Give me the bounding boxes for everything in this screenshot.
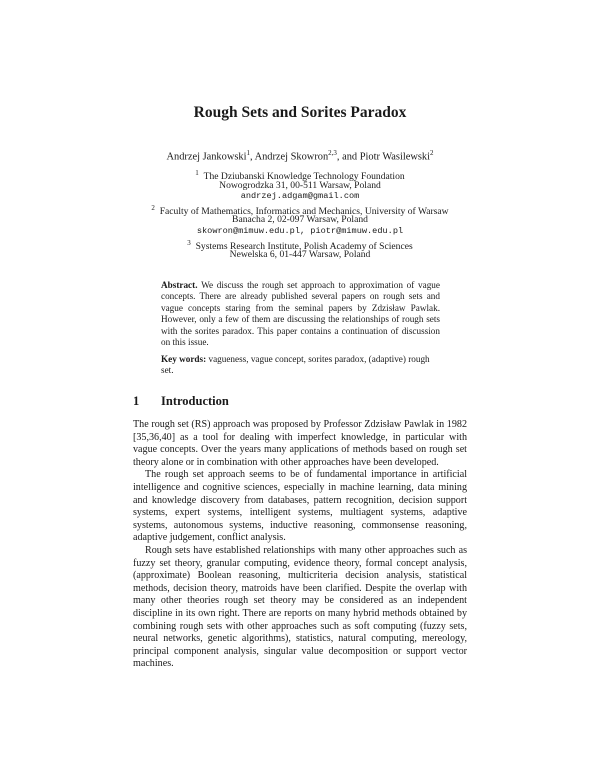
keywords (161, 354, 440, 377)
section-number: 1 (133, 394, 140, 408)
author-name: Andrzej Jankowski (166, 151, 247, 163)
affiliation-number: 1 (195, 169, 199, 177)
affiliation-institution: The Dziubanski Knowledge Technology Foundation (203, 171, 405, 183)
affiliation-address: Newelska 6, 01-447 Warsaw, Poland (229, 249, 371, 261)
affiliation-address: Nowogrodzka 31, 00-511 Warsaw, Poland (219, 179, 381, 191)
section-body (133, 419, 467, 671)
author-line (0, 149, 600, 162)
affiliation-line (0, 168, 600, 183)
affiliation-line (0, 203, 600, 215)
author-affil-mark: 1 (246, 149, 250, 157)
keywords-label: Key words: (161, 354, 207, 364)
author-affil-mark: 2,3 (328, 149, 337, 157)
body-paragraph: The rough set approach seems to be of fundamental importance in artificial intelligence and cognitive sciences, especially in machine learning, data mining and knowledge discovery from databases, pattern recognition, decision support systems, expert systems, intelligent systems, multiagent systems, adaptive systems, autonomous systems, inductive reasoning, commonsense reasoning, adaptive judgement, conflict analysis. (133, 469, 467, 544)
section-heading (133, 394, 229, 409)
author-name: Piotr Wasilewski (359, 151, 430, 163)
abstract-text: We discuss the rough set approach to approximation of vague concepts. There are already published several papers on rough sets and vague concepts staring from the seminal papers by Zdzisław Pawlak. However, only a few of them are discussing the relationships of rough sets with the sorites paradox. This paper contains a continuation of discussion on this issue. (161, 280, 440, 348)
affiliation-email: andrzej.adgam@gmail.com (240, 191, 360, 202)
author-separator: , and (336, 151, 360, 163)
affiliation-address: Banacha 2, 02-097 Warsaw, Poland (232, 214, 368, 226)
body-paragraph: The rough set (RS) approach was proposed by Professor Zdzisław Pawlak in 1982 [35,36,40] as a tool for dealing with imperfect knowledge, in particular with vague concepts. Over the years many applications of methods based on rough set theory alone or in combination with other approaches have been developed. (133, 419, 467, 468)
affiliation-number: 3 (187, 238, 191, 247)
affiliation-institution: Systems Research Institute, Polish Academy of Sciences (195, 240, 413, 252)
author-name: Andrzej Skowron (254, 151, 329, 163)
affiliation-institution: Faculty of Mathematics, Informatics and Mechanics, University of Warsaw (159, 205, 449, 217)
keywords-text: vagueness, vague concept, sorites paradox, (adaptive) rough set. (161, 354, 430, 376)
affiliation-email: skowron@mimuw.edu.pl, piotr@mimuw.edu.pl (196, 225, 404, 236)
paper-title: Rough Sets and Sorites Paradox (193, 104, 407, 121)
author-affil-mark: 2 (429, 149, 434, 157)
abstract-label: Abstract. (161, 280, 198, 290)
affiliation-number: 2 (151, 203, 155, 212)
section-title: Introduction (161, 394, 229, 408)
abstract (161, 280, 440, 348)
affiliation-line (0, 238, 600, 250)
author-separator: , (249, 151, 255, 163)
body-paragraph: Rough sets have established relationships with many other approaches such as fuzzy set theory, granular computing, evidence theory, formal concept analysis, (approximate) Boolean reasoning, multicriteria decision analysis, statistical methods, decision theory, matroids have been clarified. Despite the overlap with many other theories rough set theory may be considered as an independent discipline in its own right. There are reports on many hybrid methods obtained by combining rough sets with other approaches such as soft computing (fuzzy sets, neural networks, genetic algorithms), statistics, natural computing, mereology, principal component analysis, singular value decomposition or support vector machines. (133, 544, 467, 670)
affiliations (0, 168, 600, 261)
